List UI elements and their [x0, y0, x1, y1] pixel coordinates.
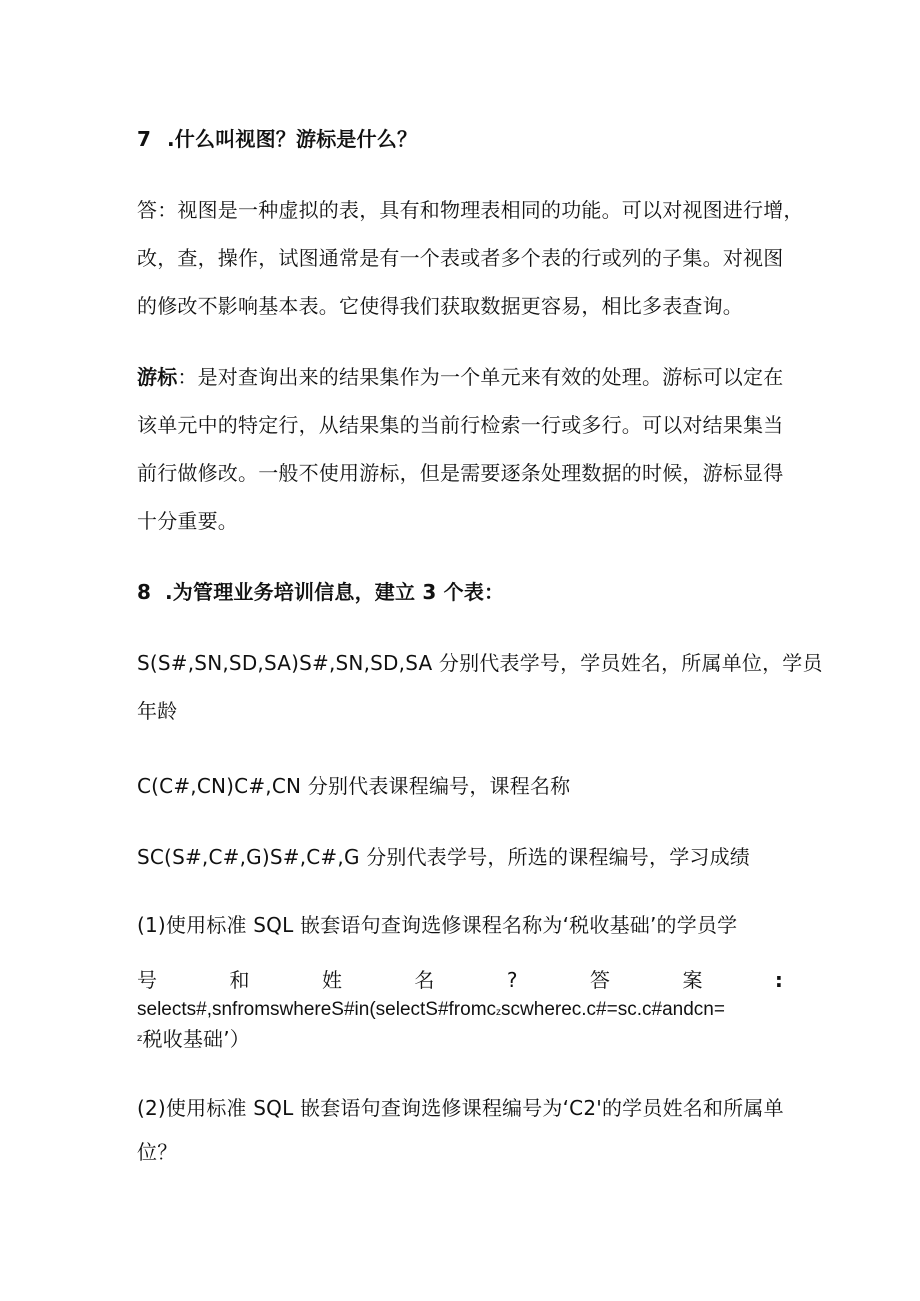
sub1-sql-tail-line — [137, 1025, 787, 1053]
spread-char: 答 — [589, 968, 610, 992]
q7-title: .什么叫视图？游标是什么？ — [167, 127, 418, 151]
q7-answer-line-1: 答：视图是一种虚拟的表，具有和物理表相同的功能。可以对视图进行增， — [137, 198, 804, 222]
spread-char: 姓 — [321, 968, 342, 992]
s-table-line-1: S(S#,SN,SD,SA)S#,SN,SD,SA 分别代表学号，学员姓名，所属单位，学员 — [137, 651, 823, 675]
sql-part-2: scwherec.c#=sc.c#andcn= — [501, 999, 725, 1020]
sql-sup-mark: z — [137, 1033, 143, 1044]
spread-char: 号 — [137, 968, 157, 992]
s-table-line-2: 年龄 — [137, 699, 178, 723]
spread-char: 案 — [682, 968, 703, 992]
cursor-line-2: 该单元中的特定行，从结果集的当前行检索一行或多行。可以对结果集当 — [137, 413, 784, 437]
q7-answer-line-2: 改，查，操作，试图通常是有一个表或者多个表的行或列的子集。对视图 — [137, 246, 784, 270]
sub2-question: (2)使用标准 SQL 嵌套语句查询选修课程编号为‘C2'的学员姓名和所属单 — [137, 1096, 784, 1120]
sub1-question: (1)使用标准 SQL 嵌套语句查询选修课程名称为‘税收基础’的学员学 — [137, 913, 738, 937]
cursor-text-1: ：是对查询出来的结果集作为一个单元来有效的处理。游标可以定在 — [177, 365, 784, 389]
q7-answer-line-3: 的修改不影响基本表。它使得我们获取数据更容易，相比多表查询。 — [137, 294, 743, 318]
spread-char: ? — [506, 968, 518, 992]
q7-number: 7 — [137, 127, 152, 151]
sql-part-1: selects#,snfromswhereS#in(selectS#fromc — [137, 999, 497, 1020]
q8-title: .为管理业务培训信息，建立 3 个表： — [165, 580, 505, 604]
spread-char: 和 — [229, 968, 250, 992]
sub1-sql-line — [137, 996, 787, 1027]
cursor-line-1 — [137, 363, 787, 391]
cursor-line-3: 前行做修改。一般不使用游标，但是需要逐条处理数据的时候，游标显得 — [137, 461, 784, 485]
sql-tail: 税收基础’） — [142, 1027, 251, 1051]
spread-char: 名 — [414, 968, 435, 992]
sql-sub-mark: z — [496, 1007, 502, 1018]
cursor-label: 游标 — [137, 365, 178, 389]
spread-char: : — [774, 968, 783, 992]
sub1-spread-line — [137, 966, 783, 994]
sc-table-line: SC(S#,C#,G)S#,C#,G 分别代表学号，所选的课程编号，学习成绩 — [137, 845, 750, 869]
c-table-line: C(C#,CN)C#,CN 分别代表课程编号，课程名称 — [137, 774, 571, 798]
q7-heading — [137, 125, 787, 153]
q8-number: 8 — [137, 580, 152, 604]
sub2-question-tail: 位？ — [137, 1140, 178, 1164]
cursor-line-4: 十分重要。 — [137, 509, 238, 533]
q8-heading — [137, 578, 787, 606]
